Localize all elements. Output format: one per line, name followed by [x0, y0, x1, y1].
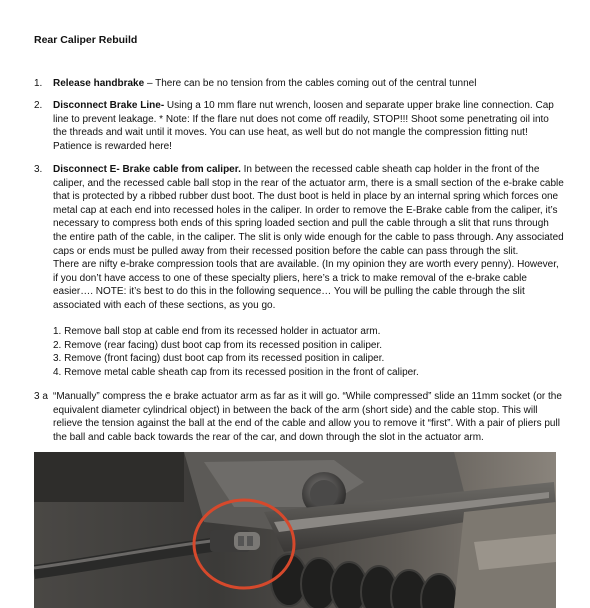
- step-text: – There can be no tension from the cables coming out of the central tunnel: [144, 78, 477, 89]
- step-2: [34, 99, 564, 153]
- list-item: 4. Remove metal cable sheath cap from its recessed position in the front of caliper.: [53, 366, 419, 378]
- step-number: 1.: [34, 78, 43, 89]
- step-text: Using a 10 mm flare nut wrench, loosen and separate upper brake line connection. Cap line to prevent leakage. * Note: If the flare nut does not come off readily, STOP!!! Shoot some penetrating oil into the threads and wait until it moves. You can use heat, as well but do not mangle the compression fitting nut! Patience is rewarded here!: [53, 100, 554, 152]
- step-3: [34, 163, 564, 313]
- step-number: 3 a: [34, 391, 48, 402]
- step-heading: Disconnect Brake Line-: [53, 100, 165, 111]
- list-item: 3. Remove (front facing) dust boot cap from its recessed position in caliper.: [53, 353, 385, 365]
- step-body: [53, 390, 564, 444]
- step-heading: Release handbrake: [53, 78, 145, 89]
- step-1: [34, 77, 564, 91]
- step-heading: Disconnect E- Brake cable from caliper.: [53, 164, 241, 175]
- page-title: Rear Caliper Rebuild: [34, 34, 138, 46]
- step-body: [53, 77, 564, 91]
- step-text-continued: There are nifty e-brake compression tools that are available. (In my opinion they are worth every penny). However, if you don’t have access to one of these specialty pliers, here’s a trick to make removal of the e-brake cable easier…. NOTE: it’s best to do this in the following sequence… You will be pulling the cable through the slit associated with each of these sections, as you go.: [53, 259, 559, 311]
- step-body: [53, 99, 564, 153]
- step-3a: [34, 390, 564, 444]
- list-item: 1. Remove ball stop at cable end from its recessed holder in actuator arm.: [53, 326, 381, 337]
- caliper-photo: [34, 452, 556, 608]
- step-text: “Manually” compress the e brake actuator arm as far as it will go. “While compressed” slide an 11mm socket (or the equivalent diameter cylindrical object) in between the back of the arm (short side) and the cable stop. This will relieve the tension against the ball at the end of the cable and allow you to remove it “first”. With a pair of pliers pull the ball and cable back towards the rear of the car, and down through the slot in the actuator arm.: [53, 391, 562, 443]
- step-number: 2.: [34, 100, 43, 111]
- step-number: 3.: [34, 164, 43, 175]
- step-body: [53, 163, 564, 313]
- step-text: In between the recessed cable sheath cap holder in the front of the caliper, and the recessed cable ball stop in the rear of the actuator arm, there is a small section of the e-brake cable that is protected by a ribbed rubber dust boot. The dust boot is held in place by an internal spring which forces one metal cap at each end into recessed holes in the caliper. In order to remove the E-Brake cable from the caliper, it’s necessary to compress both ends of this spring loaded section and pull the cable through a slit that runs through the entire path of the cable, in the caliper. The slit is only wide enough for the cable to pass through. Any associated caps or ends must be pulled away from their recessed position before the cable can pass through the slit.: [53, 164, 564, 257]
- list-item: 2. Remove (rear facing) dust boot cap from its recessed position in caliper.: [53, 339, 383, 351]
- caliper-photo-drawing: [34, 452, 556, 608]
- substep-list: [53, 325, 553, 379]
